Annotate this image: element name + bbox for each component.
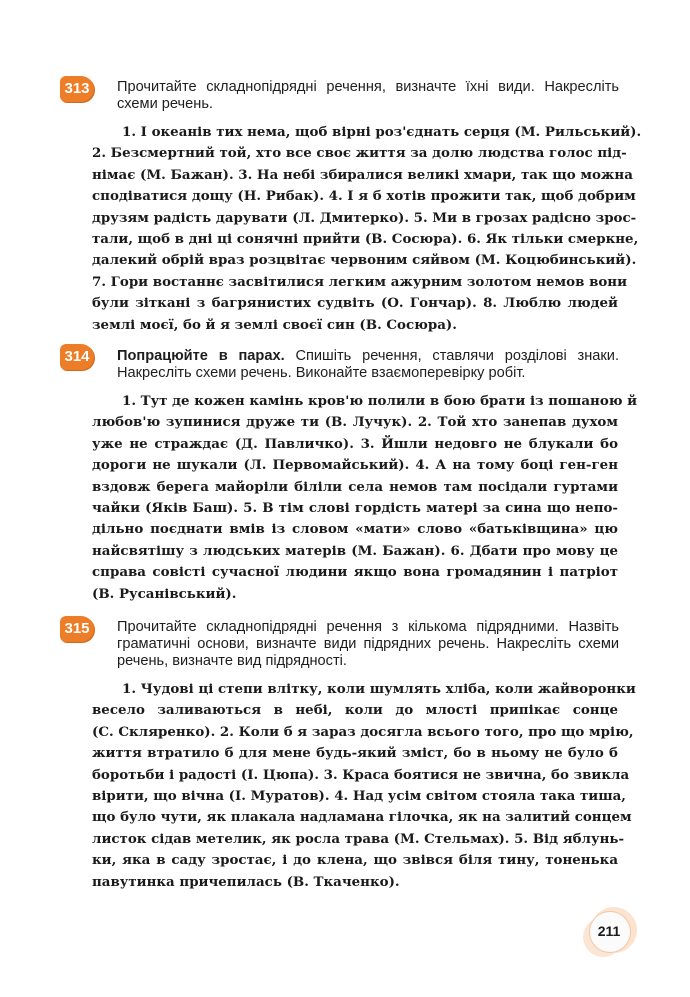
text-line: тали, щоб в дні ці сонячні прийти (В. Сосюра). 6. Як тільки смеркне, — [92, 231, 639, 248]
text-line: (В. Русанівський). — [92, 585, 237, 602]
text-line: були зіткані з багрянистих судвіть (О. Гончар). 8. Люблю людей — [92, 295, 618, 312]
exercise-number-badge: 315 — [60, 616, 94, 642]
text-line: любов'ю зупинися друже ти (В. Лучук). 2. Той хто занепав духом — [92, 414, 618, 431]
instruction-bold: Попрацюйте в парах. — [117, 348, 285, 364]
text-line: уже не страждає (Д. Павличко). 3. Йшли недовго не блукали бо — [92, 435, 618, 452]
exercise-instruction — [117, 348, 619, 382]
text-line: 2. Безсмертний той, хто все своє життя за долю людства голос під- — [92, 145, 627, 162]
instruction-line: схеми речень. — [117, 96, 213, 112]
page-number: 211 — [597, 923, 621, 939]
text-line: ки, яка в саду зростає, і до клена, що звівся біля тину, тоненька — [92, 852, 618, 869]
text-line: вірити, що вічна (І. Муратов). 4. Над усім світом стояла така тиша, — [92, 788, 626, 805]
text-line: 1. І океанів тих нема, щоб вірні роз'єднать серця (М. Рильський). — [122, 124, 642, 140]
text-line: найсвятішу з людських матерів (М. Бажан). 6. Дбати про мову це — [92, 542, 618, 559]
text-line: далекий обрій враз розцвітає червоним сяйвом (М. Коцюбинський). — [92, 252, 637, 269]
instruction-line — [117, 348, 619, 365]
text-line: справа совісті сучасної людини якщо вона громадянин і патріот — [92, 564, 618, 581]
text-line: землі моєї, бо й я землі своєї син (В. Сосюра). — [92, 316, 457, 333]
text-line: весело заливаються в небі, коли до млості припікає сонце — [92, 702, 618, 719]
exercise-number-badge: 313 — [60, 76, 94, 102]
text-line: вздовж берега майоріли біліли села немов там посідали гуртами — [92, 478, 618, 495]
text-line: дільно поєднати вмів із словом «мати» слово «батьківщина» цю — [92, 521, 618, 538]
exercise-instruction — [117, 79, 619, 113]
exercise-instruction — [117, 619, 619, 670]
text-line: листок сідав метелик, як росла трава (М. Стельмах). 5. Від яблунь- — [92, 830, 625, 847]
instruction-line: Накресліть схеми речень. Виконайте взаємоперевірку робіт. — [117, 365, 526, 381]
instruction-line: Прочитайте складнопідрядні речення, визначте їхні види. Накресліть — [117, 79, 619, 95]
text-line: чайки (Яків Баш). 5. В тім слові гордість матері за сина що непо- — [92, 500, 618, 517]
text-line: павутинка причепилась (В. Ткаченко). — [92, 873, 400, 890]
text-line: 7. Гори востаннє засвітилися легким ажурним золотом немов вони — [92, 273, 628, 290]
instruction-line: речень, визначте вид підрядності. — [117, 653, 347, 669]
instruction-line: Прочитайте складнопідрядні речення з кількома підрядними. Назвіть — [117, 619, 619, 635]
text-line: сподіватися дощу (Н. Рибак). 4. І я б хотів прожити так, щоб добрим — [92, 188, 636, 205]
text-line: життя втратило б для мене будь-який зміст, бо в ньому не було б — [92, 745, 618, 762]
page-number-marker — [583, 907, 639, 959]
text-line: друзям радість дарувати (Л. Дмитерко). 5. Ми в грозах радісно зрос- — [92, 209, 637, 226]
exercise-text — [92, 391, 638, 605]
text-line: німає (М. Бажан). 3. На небі збиралися великі хмари, так що можна — [92, 166, 633, 183]
exercise-text — [92, 122, 642, 336]
instruction-rest: Спишіть речення, ставлячи розділові знаки. — [284, 348, 619, 364]
text-line: (С. Скляренко). 2. Коли б я зараз досягла всього того, про що мрію, — [92, 723, 634, 740]
text-line: що було чути, як плакала надламана гілочка, як на залитий сонцем — [92, 809, 632, 826]
text-line: 1. Чудові ці степи влітку, коли шумлять хліба, коли жайворонки — [122, 681, 636, 697]
instruction-line: граматичні основи, визначте види підрядних речень. Накресліть схеми — [117, 636, 619, 652]
text-line: дороги не шукали (Л. Первомайський). 4. А на тому боці ген-ген — [92, 457, 618, 474]
text-line: боротьби і радості (І. Цюпа). 3. Краса боятися не звична, бо звикла — [92, 766, 630, 783]
exercise-text — [92, 679, 636, 893]
exercise-number-badge: 314 — [60, 344, 94, 370]
text-line: 1. Тут де кожен камінь кров'ю полили в бою брати із пошаною й — [122, 393, 638, 409]
